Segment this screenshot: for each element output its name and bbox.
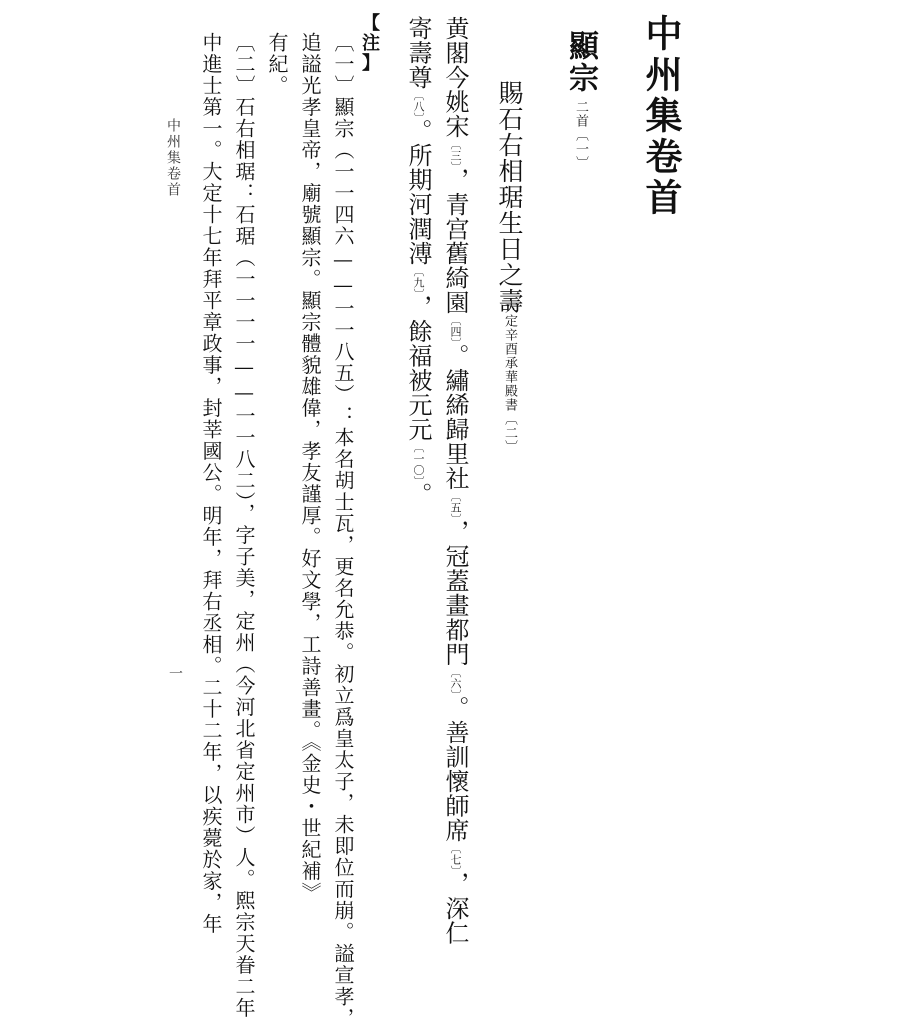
page-number: 一 xyxy=(167,666,183,680)
note-marker: 〔四〕 xyxy=(449,314,462,344)
note-1-line-2: 追謚光孝皇帝，廟號顯宗。顯宗體貌雄偉，孝友謹厚。好文學，工詩善畫。《金史・世紀補》 xyxy=(298,32,322,904)
poem-text: ，青宫舊綺園 xyxy=(441,167,469,315)
poem-text: ，餘福被元元 xyxy=(404,294,432,442)
poem-text: 黄閣今姚宋 xyxy=(441,16,469,139)
poem-line-1 xyxy=(443,16,467,945)
note-marker: 〔九〕 xyxy=(412,265,425,295)
poem-text: 。所期河潤溥 xyxy=(404,118,432,266)
bracket-close-glyph: 】 xyxy=(362,53,380,74)
note-1-line-1: 〔一〕顯宗（一一四六——一一八五）：本名胡士瓦，更名允恭。初立爲皇太子，未即位而崩。謚宣孝， xyxy=(331,32,355,1029)
notes-heading xyxy=(360,13,382,74)
note-marker: 〔八〕 xyxy=(412,89,425,119)
notes-heading-text: 注 xyxy=(362,33,380,54)
book-title: 中州集卷首 xyxy=(639,14,683,219)
note-2-line-1: 〔二〕石右相琚：石琚（一一一一——一一八二），字子美，定州（今河北省定州市）人。熙宗天眷二年 xyxy=(232,32,256,1019)
note-marker: 〔六〕 xyxy=(449,666,462,696)
poem-text: 。善訓懷師席 xyxy=(441,695,469,843)
poem-text: 。 xyxy=(404,482,432,507)
ruler-note: 二首〔一〕 xyxy=(573,100,588,170)
bracket-open-glyph: 【 xyxy=(362,13,380,34)
ruler-heading: 顯宗 xyxy=(563,30,598,94)
poem-text: ，冠蓋畫都門 xyxy=(441,519,469,667)
running-head: 中州集卷首 xyxy=(165,118,181,198)
note-marker: 〔一〇〕 xyxy=(412,441,425,482)
note-marker: 〔七〕 xyxy=(449,842,462,872)
poem-line-2 xyxy=(406,16,430,507)
poem-text: ，深仁 xyxy=(441,871,469,945)
poem-title: 賜石右相琚生日之壽 xyxy=(495,80,524,314)
note-marker: 〔五〕 xyxy=(449,490,462,520)
note-2-line-2: 中進士第一。大定十七年拜平章政事，封莘國公。明年，拜右丞相。二十二年，以疾薨於家，年 xyxy=(199,32,223,935)
poem-title-note: 大定辛酉承華殿書〔二〕 xyxy=(502,300,517,454)
poem-text: 寄壽尊 xyxy=(404,16,432,90)
note-marker: 〔三〕 xyxy=(449,138,462,168)
poem-text: 。繡絺歸里社 xyxy=(441,343,469,491)
note-1-line-3: 有紀。 xyxy=(265,32,289,97)
